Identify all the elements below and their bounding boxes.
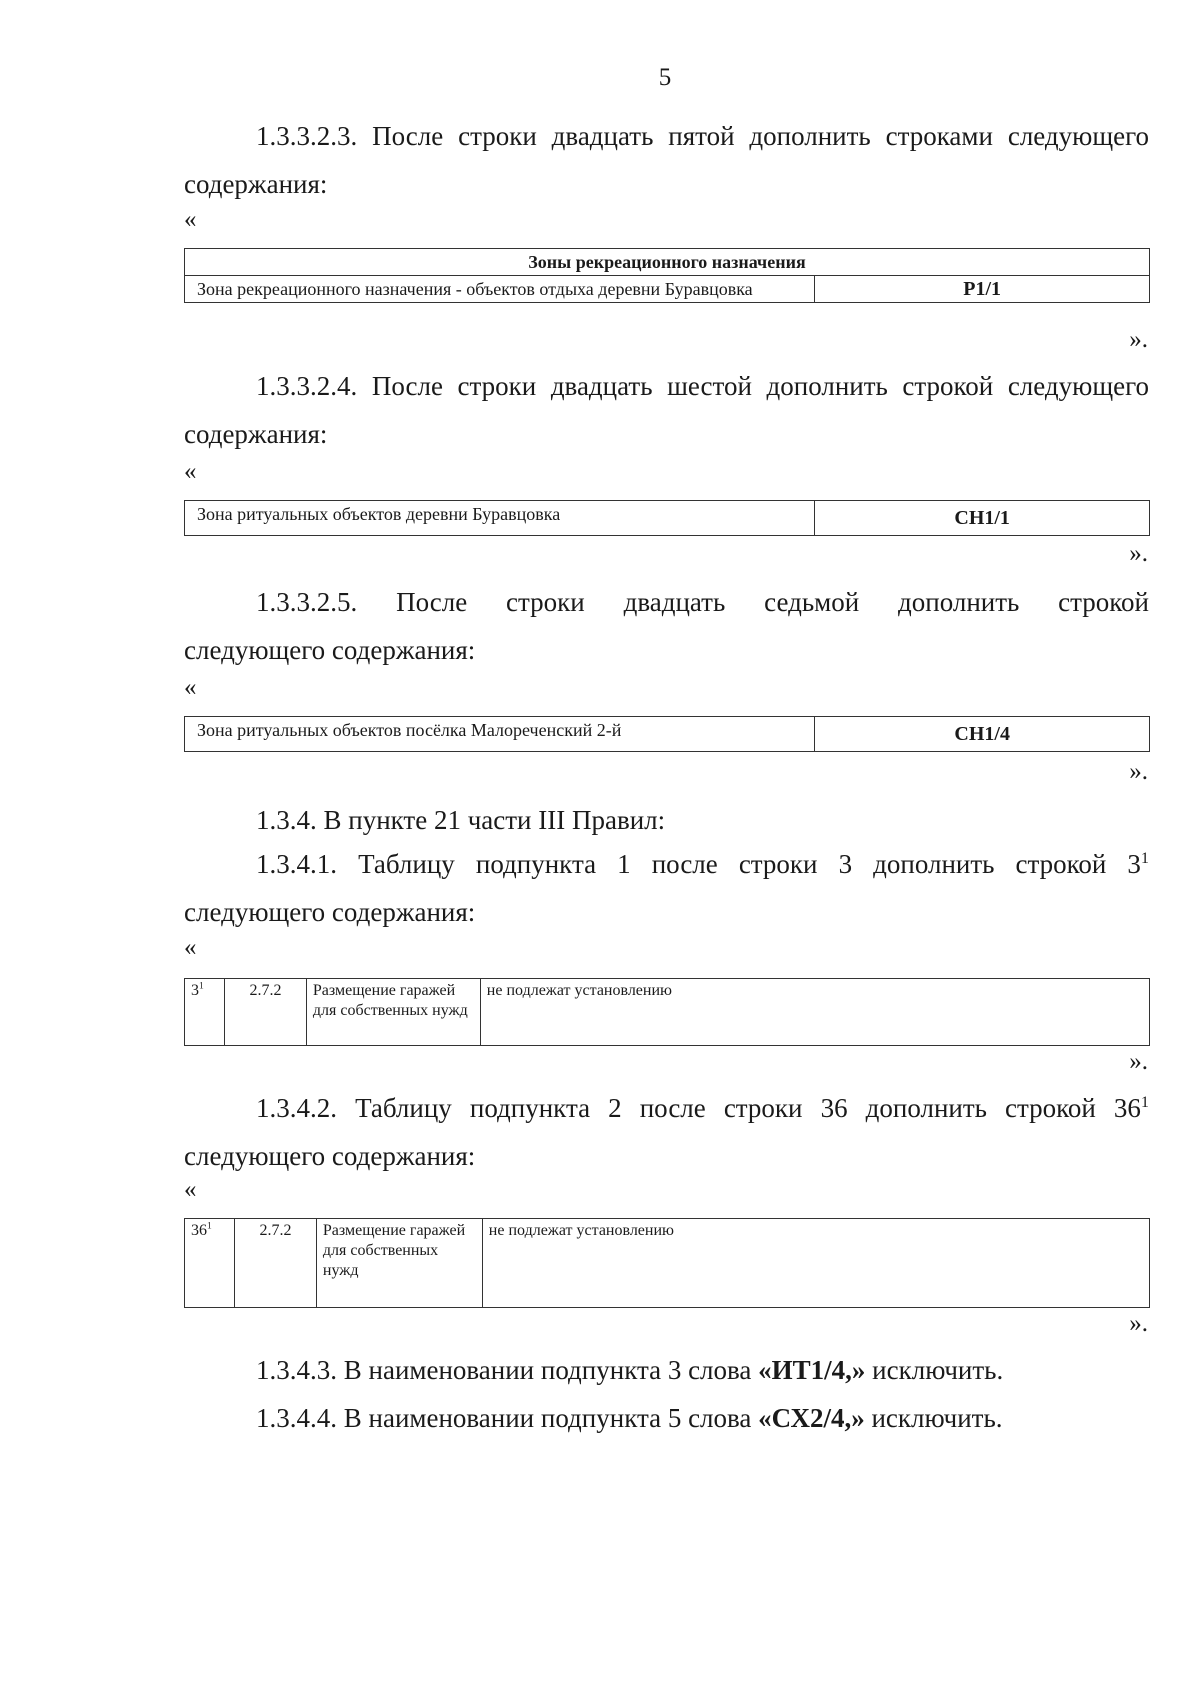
garage-table-2 xyxy=(184,1218,1150,1308)
table-header-cell: Зоны рекреационного назначения xyxy=(185,249,1150,276)
paragraph-text: исключить. xyxy=(864,1403,1003,1433)
open-quote: « xyxy=(184,1176,197,1203)
recreation-zone-table xyxy=(184,248,1150,303)
bold-zone-code: «ИТ1/4,» xyxy=(758,1355,866,1385)
paragraph-1-3-3-2-5-line1: 1.3.3.2.5. После строки двадцать седьмой дополнить строкой xyxy=(256,587,1149,617)
zone-code-cell: СН1/4 xyxy=(815,717,1150,752)
ritual-zone-table-1 xyxy=(184,500,1150,536)
table-row xyxy=(185,979,1150,1046)
paragraph-text: 1.3.4.3. В наименовании подпункта 3 слова xyxy=(256,1355,759,1385)
close-quote: ». xyxy=(1129,1048,1148,1075)
paragraph-text: 1.3.4.2. Таблицу подпункта 2 после строки 36 дополнить строкой 36 xyxy=(256,1093,1141,1123)
zone-name-cell: Зона рекреационного назначения - объектов отдыха деревни Буравцовка xyxy=(185,276,815,303)
paragraph-text: 1.3.4.1. Таблицу подпункта 1 после строки 3 дополнить строкой 3 xyxy=(256,849,1141,879)
zone-name-cell: Зона ритуальных объектов деревни Буравцовка xyxy=(185,501,815,536)
use-name-cell: Размещение гаражей для собственных нужд xyxy=(306,979,480,1046)
code-cell: 2.7.2 xyxy=(224,979,306,1046)
paragraph-text: следующего содержания: xyxy=(184,1141,476,1171)
paragraph-text: 1.3.4.4. В наименовании подпункта 5 слова xyxy=(256,1403,759,1433)
paragraph-1-3-3-2-3: 1.3.3.2.3. После строки двадцать пятой дополнить строками следующего содержания: xyxy=(184,121,1149,199)
value-cell: не подлежат установлению xyxy=(482,1219,1149,1308)
paragraph-1-3-3-2-5-line2: следующего содержания: xyxy=(184,635,476,665)
open-quote: « xyxy=(184,206,197,233)
paragraph-text: исключить. xyxy=(865,1355,1004,1385)
table-row xyxy=(185,501,1150,536)
table-row xyxy=(185,1219,1150,1308)
bold-zone-code: «СХ2/4,» xyxy=(758,1403,865,1433)
paragraph-1-3-4-1 xyxy=(184,840,1149,936)
paragraph-1-3-4-4 xyxy=(184,1394,1149,1442)
superscript: 1 xyxy=(1140,1093,1149,1111)
paragraph-1-3-4: 1.3.4. В пункте 21 части III Правил: xyxy=(256,805,666,835)
value-cell: не подлежат установлению xyxy=(480,979,1149,1046)
close-quote: ». xyxy=(1129,758,1148,785)
row-number-cell xyxy=(185,979,225,1046)
use-name-cell: Размещение гаражей для собственных нужд xyxy=(316,1219,482,1308)
close-quote: ». xyxy=(1129,326,1148,353)
ritual-zone-table-2 xyxy=(184,716,1150,752)
paragraph-text: следующего содержания: xyxy=(184,897,476,927)
table-row xyxy=(185,717,1150,752)
close-quote: ». xyxy=(1129,540,1148,567)
zone-code-cell: Р1/1 xyxy=(815,276,1150,303)
open-quote: « xyxy=(184,458,197,485)
garage-table-1 xyxy=(184,978,1150,1046)
row-number: 36 xyxy=(191,1222,207,1239)
superscript: 1 xyxy=(207,1220,212,1232)
table-row xyxy=(185,276,1150,303)
superscript: 1 xyxy=(1140,849,1149,867)
paragraph-1-3-4-3 xyxy=(184,1346,1149,1394)
row-number: 3 xyxy=(191,982,199,999)
paragraph-1-3-3-2-4: 1.3.3.2.4. После строки двадцать шестой дополнить строкой следующего содержания: xyxy=(184,371,1149,449)
open-quote: « xyxy=(184,934,197,961)
zone-name-cell: Зона ритуальных объектов посёлка Малореченский 2-й xyxy=(185,717,815,752)
table-row xyxy=(185,249,1150,276)
row-number-cell xyxy=(185,1219,235,1308)
zone-code-cell: СН1/1 xyxy=(815,501,1150,536)
superscript: 1 xyxy=(199,980,204,992)
code-cell: 2.7.2 xyxy=(234,1219,316,1308)
paragraph-1-3-4-2 xyxy=(184,1084,1149,1180)
close-quote: ». xyxy=(1129,1310,1148,1337)
page-number: 5 xyxy=(658,64,672,91)
open-quote: « xyxy=(184,674,197,701)
